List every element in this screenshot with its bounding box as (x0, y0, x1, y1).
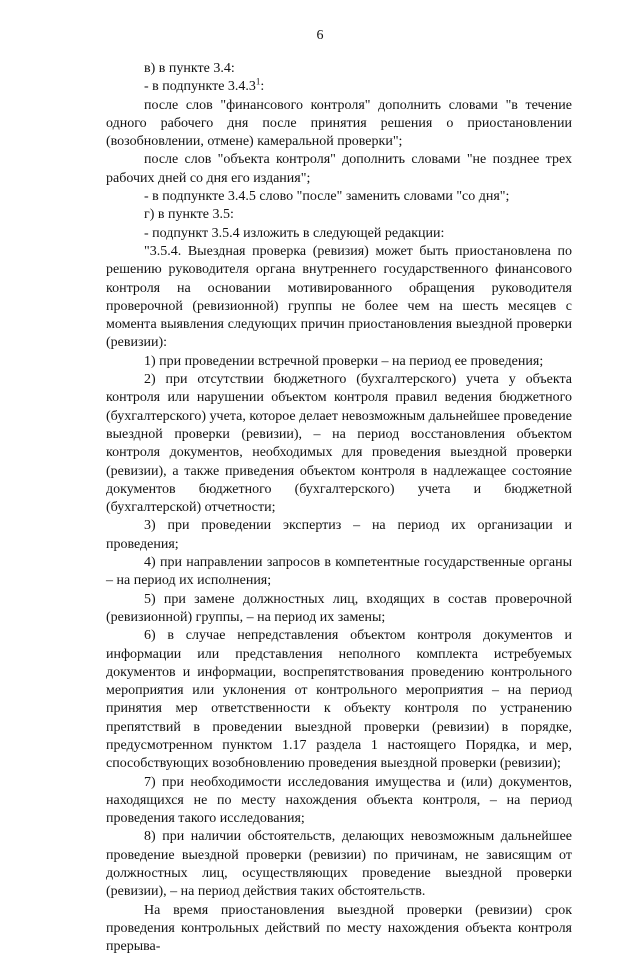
paragraph-amendment-1: после слов "финансового контроля" дополнить словами "в течение одного рабочего дня после принятия решения о приостановлении (возобновлении, отмене) камеральной проверки"; (106, 97, 572, 150)
list-item-7: 7) при необходимости исследования имущества и (или) документов, находящихся не по месту нахождения объекта контроля, – на период проведения такого исследования; (106, 774, 572, 827)
subitem-colon: : (260, 79, 265, 95)
paragraph-clause-3-5-4: "3.5.4. Выездная проверка (ревизия) может быть приостановлена по решению руководителя органа внутреннего государственного финансового контроля на основании мотивированного обращения руководителя проверочной (ревизионной) группы не более чем на шесть месяцев с момента выявления следующих причин приостановления выездной проверки (ревизии): (106, 243, 572, 351)
list-item-1: 1) при проведении встречной проверки – на период ее проведения; (144, 353, 544, 369)
superscript-index: 1 (255, 76, 261, 87)
paragraph-item-g: г) в пункте 3.5: (144, 207, 234, 223)
paragraph-amendment-2: после слов "объекта контроля" дополнить словами "не позднее трех рабочих дней со дня его издания"; (106, 152, 572, 186)
subitem-text: - в подпункте 3.4.3 (144, 79, 256, 95)
paragraph-subitem-3-5-4: - подпункт 3.5.4 изложить в следующей редакции: (144, 225, 445, 241)
paragraph-subitem-3-4-5: - в подпункте 3.4.5 слово "после" заменить словами "со дня"; (144, 189, 510, 205)
list-item-2: 2) при отсутствии бюджетного (бухгалтерского) учета у объекта контроля или нарушении объектом контроля правил ведения бюджетного (бухгалтерского) учета, которое делает невозможным дальнейшее проведение выездной проверки (ревизии), – на период восстановления объектом контроля документов, необходимых для проведения выездной проверки (ревизии), а также приведения объектом контроля в надлежащее состояние документов бюджетного (бухгалтерского) учета и бюджетной (бухгалтерской) отчетности; (106, 372, 572, 516)
document-body (106, 60, 572, 957)
list-item-3: 3) при проведении экспертиз – на период их организации и проведения; (106, 518, 572, 552)
paragraph-item-v: в) в пункте 3.4: (144, 61, 235, 76)
paragraph-final: На время приостановления выездной проверки (ревизии) срок проведения контрольных действий по месту нахождения объекта контроля прерыва- (106, 902, 572, 955)
paragraph-subitem-3-4-3 (106, 78, 572, 96)
page-number: 6 (316, 28, 324, 43)
list-item-5: 5) при замене должностных лиц, входящих в состав проверочной (ревизионной) группы, – на период их замены; (106, 591, 572, 625)
list-item-8: 8) при наличии обстоятельств, делающих невозможным дальнейшее проведение выездной проверки (ревизии) по причинам, не зависящим от должностных лиц, осуществляющих проведение выездной проверки (ревизии), – на период действия таких обстоятельств. (106, 829, 572, 900)
list-item-4: 4) при направлении запросов в компетентные государственные органы – на период их исполнения; (106, 555, 572, 589)
list-item-6: 6) в случае непредставления объектом контроля документов и информации или представления неполного комплекта истребуемых документов и информации, воспрепятствования проведению контрольного мероприятия или уклонения от контрольного мероприятия – на период принятия мер ответственности к объекту контроля по устранению препятствий в проведении выездной проверки (ревизии) в порядке, предусмотренном пунктом 1.17 раздела 1 настоящего Порядка, и мер, способствующих возобновлению проведения выездной проверки (ревизии); (106, 628, 572, 772)
